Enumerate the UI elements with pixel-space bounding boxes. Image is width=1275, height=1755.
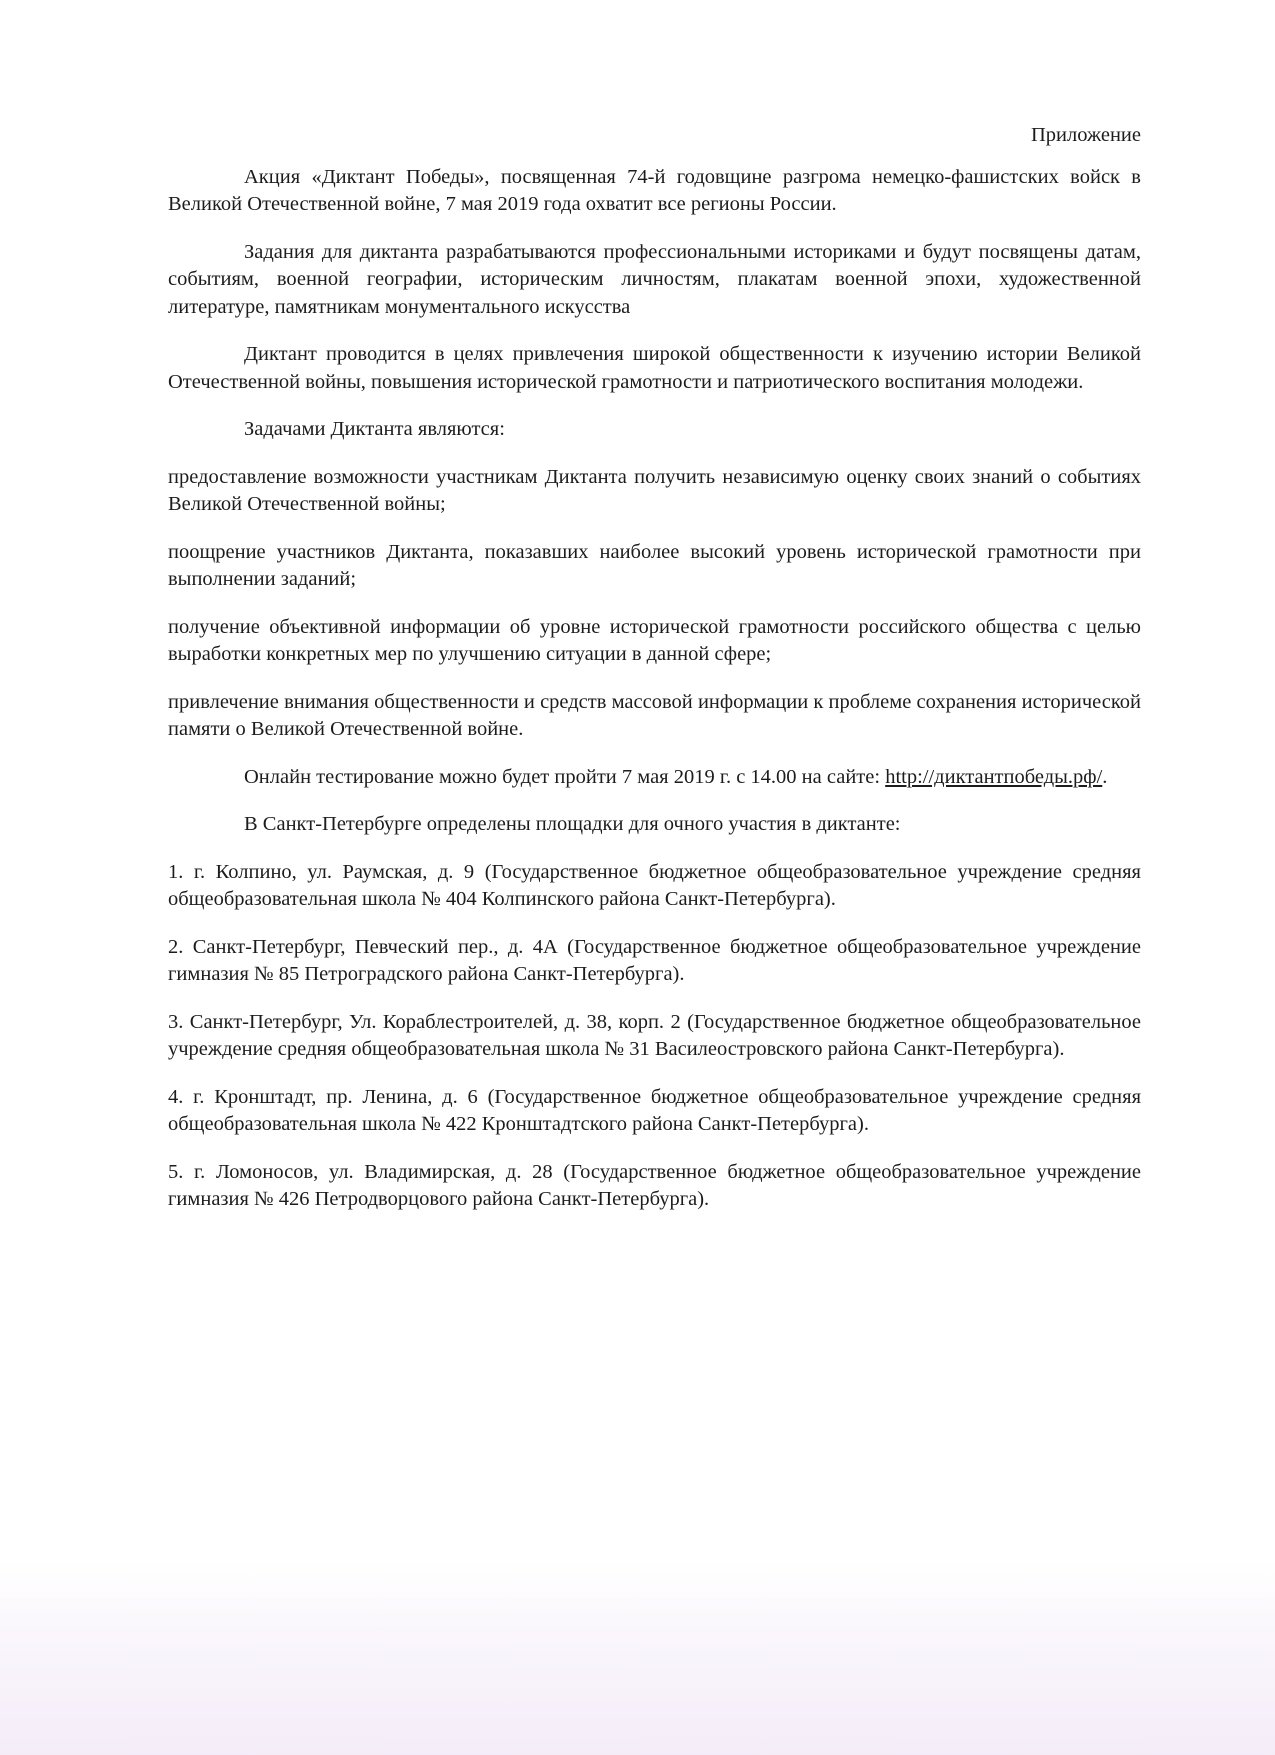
appendix-label: Приложение [1030, 124, 1141, 146]
venue-item: 2. Санкт-Петербург, Певческий пер., д. 4А (Государственное бюджетное общеобразовательное учреждение гимназия № 85 Петроградского района Санкт-Петербурга). [168, 935, 1141, 985]
venue-item: 5. г. Ломоносов, ул. Владимирская, д. 28 (Государственное бюджетное общеобразовательное учреждение гимназия № 426 Петродворцового района Санкт-Петербурга). [168, 1160, 1141, 1210]
document-page [168, 122, 1141, 1234]
venue-item: 3. Санкт-Петербург, Ул. Кораблестроителей, д. 38, корп. 2 (Государственное бюджетное общеобразовательное учреждение средняя общеобразовательная школа № 31 Василеостровского района Санкт-Петербурга). [168, 1010, 1141, 1060]
website-link[interactable]: http://диктантпобеды.рф/ [885, 765, 1103, 788]
objective-item: предоставление возможности участникам Диктанта получить независимую оценку своих знаний о событиях Великой Отечественной войны; [168, 465, 1141, 515]
online-testing-paragraph [168, 764, 1141, 792]
objective-item: привлечение внимания общественности и средств массовой информации к проблеме сохранения исторической памяти о Великой Отечественной войне. [168, 690, 1141, 740]
objective-item: получение объективной информации об уровне исторической грамотности российского общества с целью выработки конкретных мер по улучшению ситуации в данной сфере; [168, 615, 1141, 665]
purpose-paragraph: Диктант проводится в целях привлечения широкой общественности к изучению истории Великой Отечественной войны, повышения исторической грамотности и патриотического воспитания молодежи. [168, 343, 1141, 393]
venue-item: 1. г. Колпино, ул. Раумская, д. 9 (Государственное бюджетное общеобразовательное учреждение средняя общеобразовательная школа № 404 Колпинского района Санкт-Петербурга). [168, 860, 1141, 910]
objective-item: поощрение участников Диктанта, показавших наиболее высокий уровень исторической грамотности при выполнении заданий; [168, 540, 1141, 590]
tasks-description-paragraph: Задания для диктанта разрабатываются профессиональными историками и будут посвящены датам, событиям, военной географии, историческим личностям, плакатам военной эпохи, художественной литературе, памятникам монументального искусства [168, 240, 1141, 318]
online-testing-text: Онлайн тестирование можно будет пройти 7 мая 2019 г. с 14.00 на сайте: [244, 765, 881, 788]
venue-item: 4. г. Кронштадт, пр. Ленина, д. 6 (Государственное бюджетное общеобразовательное учреждение средняя общеобразовательная школа № 422 Кронштадтского района Санкт-Петербурга). [168, 1085, 1141, 1135]
venues-heading: В Санкт-Петербурге определены площадки для очного участия в диктанте: [244, 813, 901, 835]
objectives-heading: Задачами Диктанта являются: [244, 418, 505, 440]
intro-paragraph: Акция «Диктант Победы», посвященная 74-й годовщине разгрома немецко-фашистских войск в Великой Отечественной войне, 7 мая 2019 года охватит все регионы России. [168, 165, 1141, 215]
online-testing-tail: . [1102, 765, 1108, 788]
scan-tint [0, 1560, 1275, 1755]
